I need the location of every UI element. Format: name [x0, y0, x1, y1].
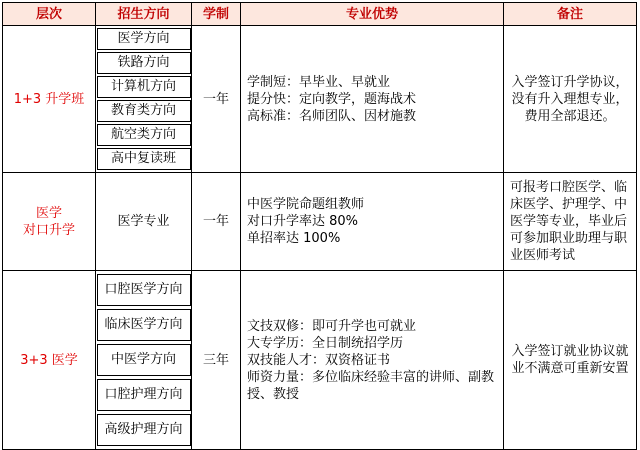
advantage-line: 单招率达 100% [247, 231, 341, 246]
direction-item: 医学方向 [97, 28, 191, 50]
level-line: 对口升学 [22, 222, 75, 238]
admissions-table-container [2, 2, 636, 437]
duration-cell: 一年 [192, 26, 241, 173]
direction-item: 计算机方向 [97, 76, 191, 98]
direction-item: 中医学方向 [97, 344, 191, 376]
remark-cell: 可报考口腔医学、临床医学、护理学、中医学等专业，毕业后可参加职业助理与职业医师考试 [504, 173, 637, 271]
admissions-table [2, 2, 637, 450]
direction-cell [96, 271, 192, 450]
direction-cell: 医学专业 [96, 173, 192, 271]
level-cell: 3+3 医学 [3, 271, 96, 450]
direction-cell [96, 26, 192, 173]
advantage-line: 师资力量：多位临床经验丰富的讲师、副教授、教授 [247, 369, 495, 402]
advantage-line: 对口升学率达 80% [247, 214, 359, 229]
advantage-line: 中医学院命题组教师 [247, 197, 365, 212]
duration-cell: 三年 [192, 271, 241, 450]
remark-cell: 入学签订升学协议，没有升入理想专业，费用全部退还。 [504, 26, 637, 173]
header-advantage: 专业优势 [241, 3, 504, 26]
advantage-line: 提分快：定向教学，题海战术 [247, 91, 417, 107]
direction-item: 航空类方向 [97, 124, 191, 146]
direction-item: 教育类方向 [97, 100, 191, 122]
level-cell [3, 173, 96, 271]
level-line: 医学 [35, 205, 62, 221]
direction-item: 铁路方向 [97, 52, 191, 74]
advantage-line: 大专学历：全日制统招学历 [247, 335, 404, 351]
advantage-cell [241, 271, 504, 450]
direction-item: 高中复读班 [97, 148, 191, 170]
direction-item: 高级护理方向 [97, 414, 191, 446]
table-row [3, 26, 637, 173]
table-row [3, 173, 637, 271]
header-direction: 招生方向 [96, 3, 192, 26]
header-remark: 备注 [504, 3, 637, 26]
advantage-line: 文技双修：即可升学也可就业 [247, 318, 417, 334]
header-duration: 学制 [192, 3, 241, 26]
advantage-line: 学制短：早毕业、早就业 [247, 74, 391, 90]
header-row [3, 3, 637, 26]
level-cell: 1+3 升学班 [3, 26, 96, 173]
direction-item: 临床医学方向 [97, 309, 191, 341]
duration-cell: 一年 [192, 173, 241, 271]
advantage-cell [241, 26, 504, 173]
table-row [3, 271, 637, 450]
remark-cell: 入学签订就业协议就业不满意可重新安置 [504, 271, 637, 450]
direction-item: 口腔医学方向 [97, 274, 191, 306]
header-level: 层次 [3, 3, 96, 26]
advantage-cell [241, 173, 504, 271]
advantage-line: 双技能人才：双资格证书 [247, 352, 391, 368]
direction-item: 口腔护理方向 [97, 379, 191, 411]
advantage-line: 高标准：名师团队、因材施教 [247, 108, 417, 124]
